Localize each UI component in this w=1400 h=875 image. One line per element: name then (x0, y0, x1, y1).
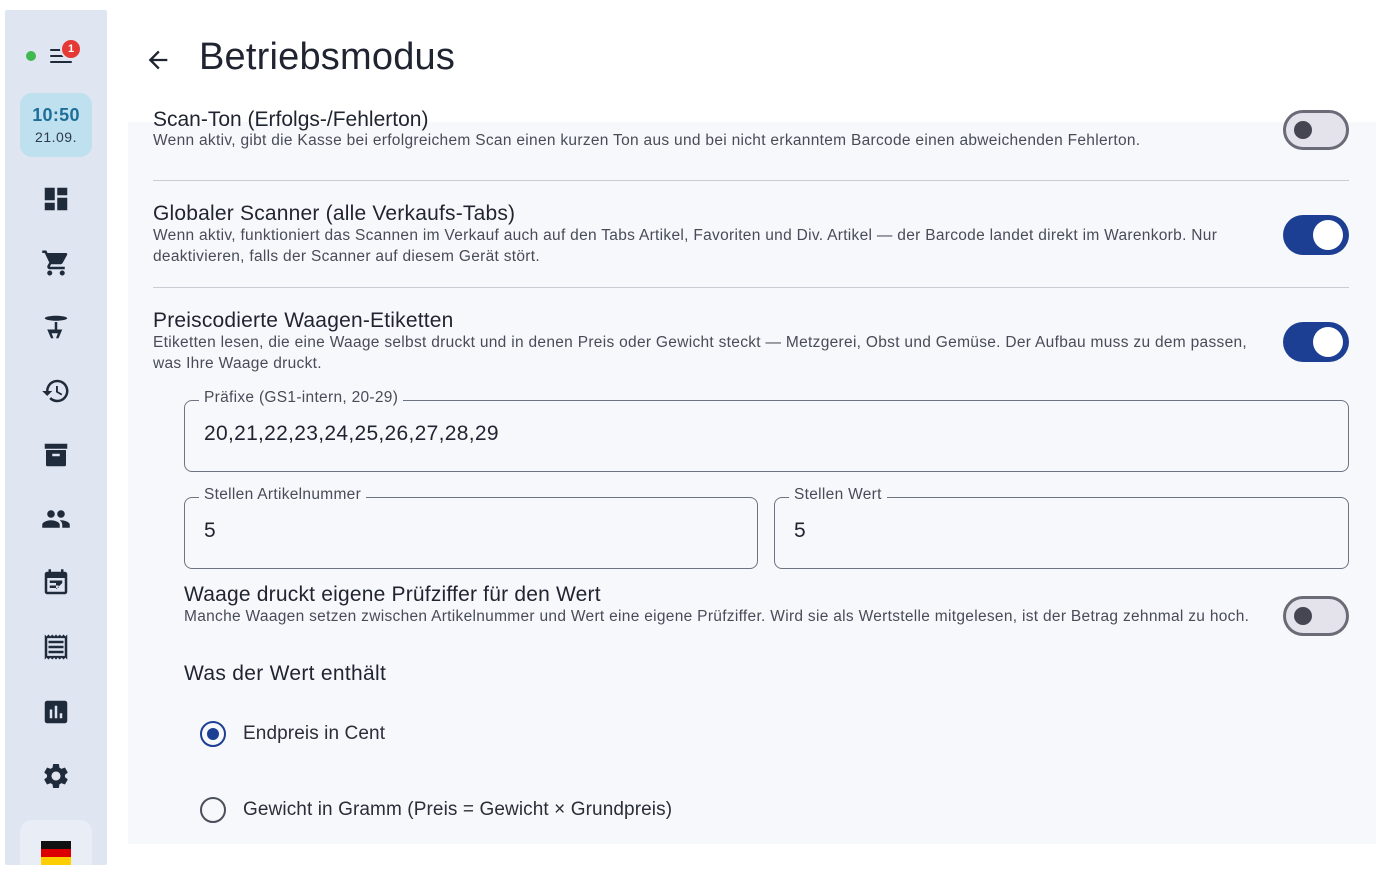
check-digit-toggle[interactable] (1283, 596, 1349, 636)
sidebar-item-receipts[interactable] (36, 627, 76, 667)
article-digits-input[interactable]: 5 (204, 519, 216, 542)
sidebar-item-dashboard[interactable] (36, 179, 76, 219)
clock-time: 10:50 (32, 105, 80, 125)
archive-icon (41, 440, 71, 470)
radio-button-checked[interactable] (200, 721, 226, 747)
menu-area (5, 10, 107, 96)
settings-panel (128, 108, 1376, 844)
notification-badge: 1 (60, 38, 82, 60)
check-digit-description: Manche Waagen setzen zwischen Artikelnummer und Wert eine eigene Prüfziffer. Wird sie als Wertstelle mitgelesen, ist der Betrag zehnmal zu hoch. (184, 608, 1250, 625)
sidebar-item-archive[interactable] (36, 435, 76, 475)
prefixes-field[interactable] (184, 389, 1349, 472)
value-digits-input[interactable]: 5 (794, 519, 806, 542)
toggle-knob (1294, 121, 1312, 139)
clock-date: 21.09. (35, 129, 77, 145)
history-icon (41, 376, 71, 406)
check-digit-title: Waage druckt eigene Prüfziffer für den Wert (184, 583, 601, 606)
gear-icon (41, 761, 71, 791)
divider (153, 180, 1349, 181)
sidebar-item-sales[interactable] (36, 243, 76, 283)
people-icon (41, 504, 71, 534)
dashboard-icon (41, 184, 71, 214)
toggle-knob (1294, 607, 1312, 625)
radio-option-final-price[interactable] (200, 719, 385, 749)
page-title: Betriebsmodus (199, 36, 456, 78)
sidebar-item-history[interactable] (36, 371, 76, 411)
arrow-back-icon (144, 46, 172, 74)
sidebar-item-calendar[interactable] (36, 563, 76, 603)
global-scanner-toggle[interactable] (1283, 215, 1349, 255)
table-icon (41, 312, 71, 342)
toggle-knob (1313, 327, 1343, 357)
prefixes-input[interactable]: 20,21,22,23,24,25,26,27,28,29 (204, 422, 499, 445)
sidebar-item-customers[interactable] (36, 499, 76, 539)
radio-button-unchecked[interactable] (200, 797, 226, 823)
scale-labels-title: Preiscodierte Waagen-Etiketten (153, 309, 454, 332)
toggle-knob (1313, 220, 1343, 250)
back-button[interactable] (140, 42, 176, 78)
radio-option-weight[interactable] (200, 795, 672, 825)
scale-labels-toggle[interactable] (1283, 322, 1349, 362)
language-switch[interactable] (20, 820, 92, 865)
scan-sound-title: Scan-Ton (Erfolgs-/Fehlerton) (153, 108, 429, 131)
prefixes-label: Präfixe (GS1-intern, 20-29) (199, 389, 403, 407)
clock-widget[interactable] (20, 93, 92, 157)
global-scanner-title: Globaler Scanner (alle Verkaufs-Tabs) (153, 202, 516, 225)
scale-labels-description: Etiketten lesen, die eine Waage selbst druckt und in denen Preis oder Gewicht steckt — Metzgerei, Obst und Gemüse. Der Aufbau muss zu dem passen, was Ihre Waage druckt. (153, 334, 1248, 372)
global-scanner-description: Wenn aktiv, funktioniert das Scannen im Verkauf auch auf den Tabs Artikel, Favoriten und Div. Artikel — der Barcode landet direkt im Warenkorb. Nur deaktivieren, falls der Scanner auf diesem Gerät stört. (153, 227, 1218, 265)
divider (153, 287, 1349, 288)
online-status-dot (26, 51, 36, 61)
sidebar-item-reports[interactable] (36, 692, 76, 732)
cart-icon (41, 248, 71, 278)
sidebar (5, 10, 107, 865)
chart-icon (41, 697, 71, 727)
radio-label: Gewicht in Gramm (Preis = Gewicht × Grundpreis) (243, 799, 673, 820)
article-digits-label: Stellen Artikelnummer (199, 486, 366, 504)
article-digits-field[interactable] (184, 486, 758, 569)
calendar-icon (41, 568, 71, 598)
value-digits-label: Stellen Wert (789, 486, 887, 504)
radio-label: Endpreis in Cent (243, 723, 386, 744)
sidebar-item-settings[interactable] (36, 756, 76, 796)
sidebar-item-tables[interactable] (36, 307, 76, 347)
value-digits-field[interactable] (774, 486, 1349, 569)
scan-sound-description: Wenn aktiv, gibt die Kasse bei erfolgreichem Scan einen kurzen Ton aus und bei nicht erkanntem Barcode einen abweichenden Fehlerton. (153, 132, 1141, 149)
scan-sound-toggle[interactable] (1283, 110, 1349, 150)
value-content-label: Was der Wert enthält (184, 662, 387, 685)
receipt-icon (41, 632, 71, 662)
de-flag-icon (41, 841, 71, 865)
